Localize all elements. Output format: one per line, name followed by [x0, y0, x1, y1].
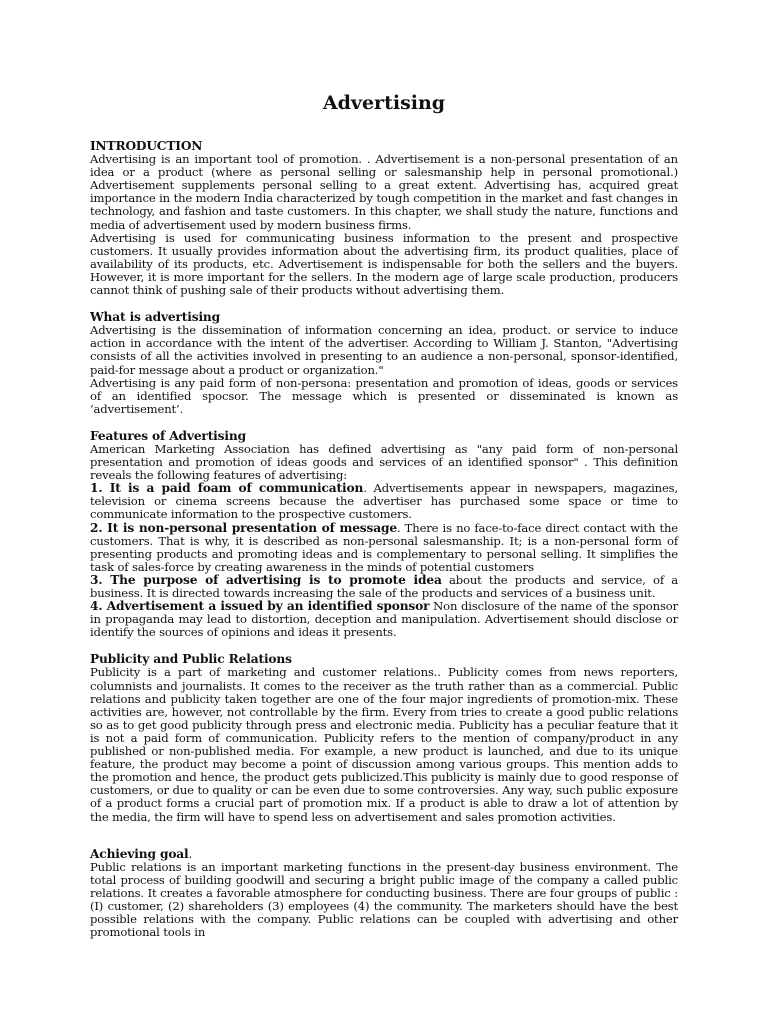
section-heading-text: Achieving goal	[90, 846, 189, 861]
document-title: Advertising	[322, 92, 446, 114]
section-heading	[90, 848, 678, 861]
feature-item	[90, 522, 678, 574]
feature-lead: 1. It is a paid foam of communication	[90, 481, 364, 496]
section-achieving-goal	[90, 848, 678, 940]
section-heading: INTRODUCTION	[90, 139, 203, 153]
section-what-is-advertising	[90, 311, 678, 416]
feature-lead: 3. The purpose of advertising is to promote idea	[90, 572, 442, 587]
feature-lead: 4. Advertisement a issued by an identified sponsor	[90, 599, 430, 614]
section-features	[90, 430, 678, 640]
document-body	[90, 140, 678, 939]
section-heading: Publicity and Public Relations	[90, 652, 292, 667]
feature-text: . Advertisements appear in newspapers, magazines, television or cinema screens because the advertiser has purchased some space or time to communicate information to the prospective customers.	[90, 481, 678, 522]
feature-item	[90, 574, 678, 600]
feature-text: . There is no face-to-face direct contact with the customers. That is why, it is described as non-personal salesmanship. It; is a non-personal form of presenting products and promoting ideas and is complementary to personal selling. It simplifies the task of sales-force by creating awareness in the minds of potential customers	[90, 520, 678, 574]
paragraph: Advertising is used for communicating business information to the present and prospective customers. It usually provides information about the advertising firm, its product qualities, place of availability of its products, etc. Advertisement is indispensable for both the sellers and the buyers. However, it is more important for the sellers. In the modern age of large scale production, producers cannot think of pushing sale of their products without advertising them.	[90, 230, 678, 298]
section-heading: Features of Advertising	[90, 428, 246, 443]
paragraph: Advertising is any paid form of non-persona: presentation and promotion of ideas, goods or services of an identified spocsor. The message which is presented or disseminated is known as ‘advertisement’.	[90, 375, 678, 416]
paragraph: Advertising is the dissemination of information concerning an idea, product. or service to induce action in accordance with the intent of the advertiser. According to William J. Stanton, "Advertising consists of all the activities involved in presenting to an audience a non-personal, sponsor-identified, paid-for message about a product or organization."	[90, 323, 678, 377]
section-heading: What is advertising	[90, 310, 221, 325]
feature-item	[90, 600, 678, 639]
paragraph: Publicity is a part of marketing and customer relations.. Publicity comes from news reporters, columnists and journalists. It comes to the receiver as the truth rather than as a commercial. Public relations and publicity taken together are one of the four major ingredients of promotion-mix. These activities are, however, not controllable by the firm. Every from tries to create a good public relations so as to get good publicity through press and electronic media. Publicity has a peculiar feature that it is not a paid form of communication. Publicity refers to the mention of company/product in any published or non-published media. For example, a new product is launched, and due to its unique feature, the product may become a point of discussion among various groups. This mention adds to the promotion and hence, the product gets publicized.This publicity is mainly due to good response of customers, or due to quality or can be even due to some controversies. Any way, such public exposure of a product forms a crucial part of promotion mix. If a product is able to draw a lot of attention by the media, the firm will have to spend less on advertisement and sales promotion activities.	[90, 665, 678, 824]
feature-lead: 2. It is non-personal presentation of message	[90, 520, 397, 535]
section-introduction	[90, 140, 678, 297]
paragraph: Advertising is an important tool of promotion. . Advertisement is a non-personal presentation of an idea or a product (where as personal selling or salesmanship help in personal promotional.) Advertisement supplements personal selling to a great extent. Advertising has, acquired great importance in the modern India characterized by tough competition in the market and fast changes in technology, and fashion and taste customers. In this chapter, we shall study the nature, functions and media of advertisement used by modern business firms.	[90, 152, 678, 232]
section-publicity	[90, 653, 678, 823]
feature-item	[90, 482, 678, 521]
feature-text: Non disclosure of the name of the sponsor in propaganda may lead to distortion, deception and manipulation. Advertisement should disclose or identify the sources of opinions and ideas it presents.	[90, 599, 678, 640]
paragraph: American Marketing Association has defined advertising as "any paid form of non-personal presentation and promotion of ideas goods and services of an identified sponsor" . This definition reveals the following features of advertising:	[90, 441, 678, 483]
paragraph: Public relations is an important marketing functions in the present-day business environment. The total process of building goodwill and securing a bright public image of the company a called public relations. It creates a favorable atmosphere for conducting business. There are four groups of public : (I) customer, (2) shareholders (3) employees (4) the community. The marketers should have the best possible relations with the company. Public relations can be coupled with advertising and other promotional tools in	[90, 859, 678, 940]
feature-text: about the products and service, of a business. It is directed towards increasing the sale of the products and services of a business unit.	[90, 572, 678, 600]
section-heading-suffix: .	[188, 846, 193, 861]
